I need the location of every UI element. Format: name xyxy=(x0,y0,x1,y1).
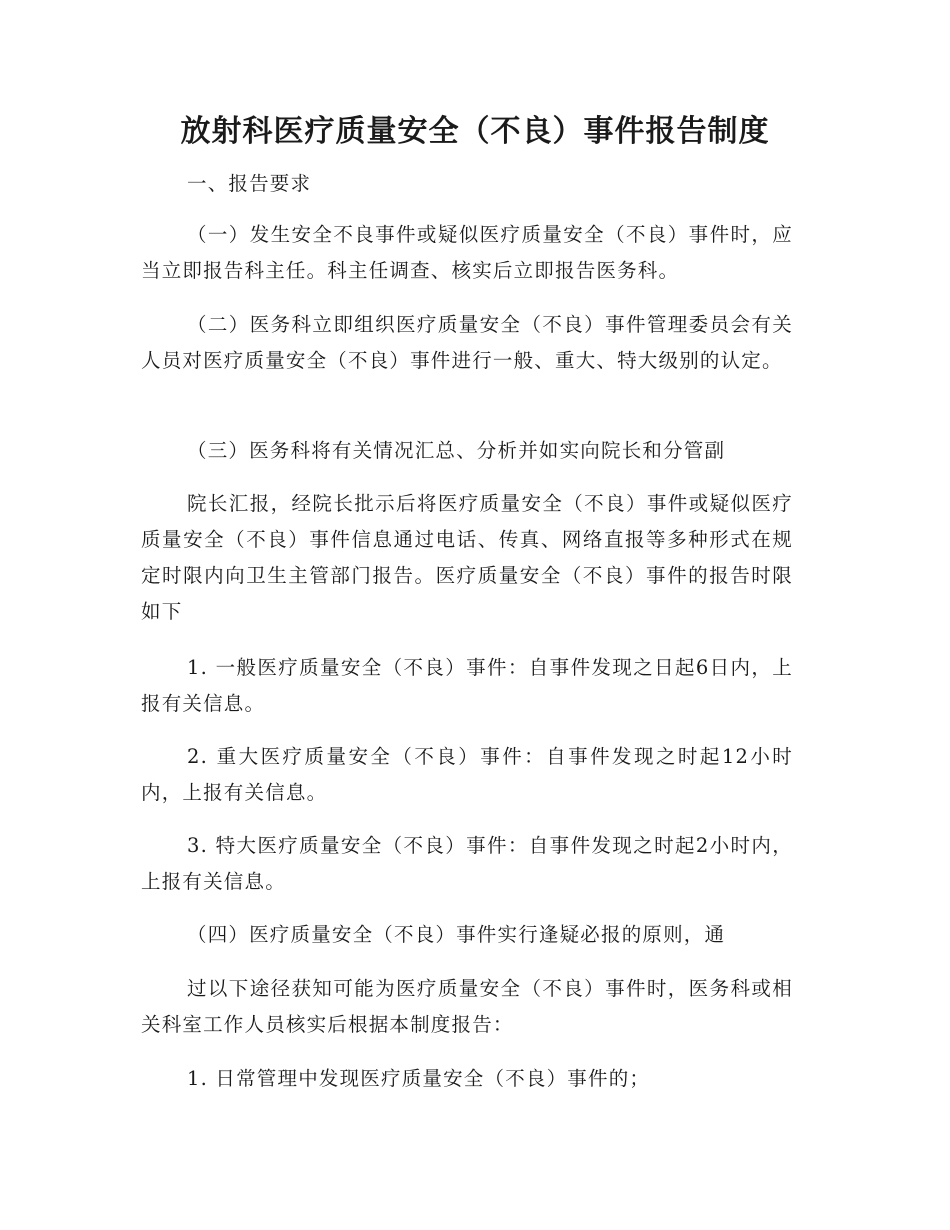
paragraph-2: （二）医务科立即组织医疗质量安全（不良）事件管理委员会有关人员对医疗质量安全（不良）事件进行一般、重大、特大级别的认定。 xyxy=(141,313,793,372)
paragraph-3: （三）医务科将有关情况汇总、分析并如实向院长和分管副 xyxy=(187,439,726,462)
section-heading-report-requirements: 一、报告要求 xyxy=(187,172,312,195)
paragraph-1: （一）发生安全不良事件或疑似医疗质量安全（不良）事件时，应当立即报告科主任。科主任调查、核实后立即报告医务科。 xyxy=(141,223,793,282)
paragraph-6: 过以下途径获知可能为医疗质量安全（不良）事件时，医务科或相关科室工作人员核实后根据本制度报告： xyxy=(141,977,793,1036)
list-item-2: 2. 重大医疗质量安全（不良）事件：自事件发现之时起12小时内，上报有关信息。 xyxy=(141,745,793,804)
paragraph-4: 院长汇报，经院长批示后将医疗质量安全（不良）事件或疑似医疗质量安全（不良）事件信息通过电话、传真、网络直报等多种形式在规定时限内向卫生主管部门报告。医疗质量安全（不良）事件的报告时限如下 xyxy=(141,492,793,623)
paragraph-5: （四）医疗质量安全（不良）事件实行逢疑必报的原则，通 xyxy=(187,923,726,946)
list-item-3: 3. 特大医疗质量安全（不良）事件：自事件发现之时起2小时内，上报有关信息。 xyxy=(141,834,793,893)
list-item-1: 1. 一般医疗质量安全（不良）事件：自事件发现之日起6日内，上报有关信息。 xyxy=(141,656,793,715)
document-title: 放射科医疗质量安全（不良）事件报告制度 xyxy=(180,114,770,149)
list-item-4: 1. 日常管理中发现医疗质量安全（不良）事件的； xyxy=(187,1067,651,1090)
